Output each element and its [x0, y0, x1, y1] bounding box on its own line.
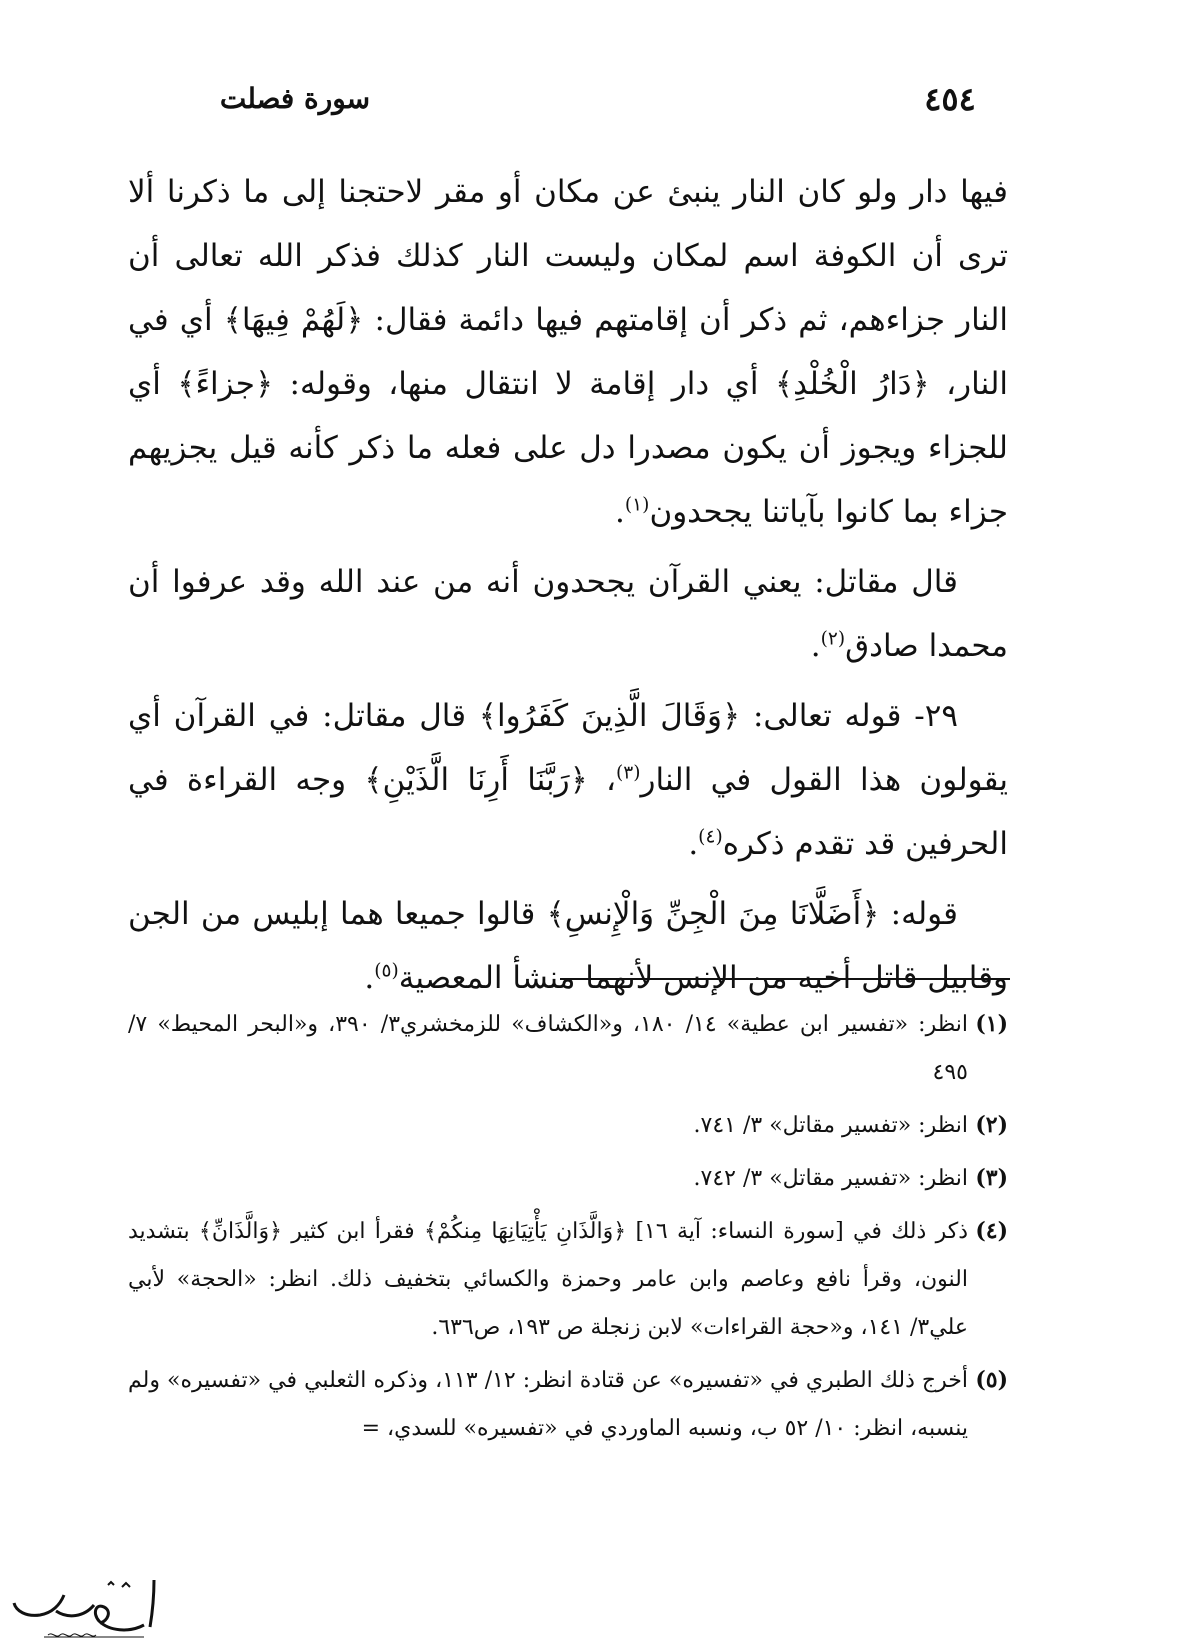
footnote-1	[128, 1000, 1008, 1097]
paragraph-1-end: .	[615, 494, 625, 530]
footnote-4	[128, 1207, 1008, 1352]
paragraph-3-text-b: ، ﴿رَبَّنَا أَرِنَا الَّذَيْنِ﴾ وجه القراءة في الحرفين قد تقدم ذكره	[128, 762, 1008, 862]
footnote-text: انظر: «تفسير مقاتل» ٣/ ٧٤٢.	[693, 1166, 968, 1191]
running-title: سورة فصلت	[219, 82, 371, 115]
paragraph-3-end: .	[688, 826, 699, 862]
footnote-ref-5: (٥)	[374, 960, 399, 982]
paragraph-2-text: قال مقاتل: يعني القرآن يجحدون أنه من عند الله وقد عرفوا أن محمدا صادق	[128, 564, 1008, 664]
footnote-number: (٣)	[975, 1165, 1008, 1191]
footnote-number: (٤)	[975, 1218, 1008, 1244]
paragraph-4	[128, 882, 1008, 1010]
paragraph-3	[128, 684, 1008, 876]
paragraph-4-end: .	[364, 960, 375, 996]
footnote-text: انظر: «تفسير مقاتل» ٣/ ٧٤١.	[693, 1113, 968, 1138]
footnote-number: (١)	[975, 1011, 1009, 1037]
page-number: ٤٥٤	[924, 80, 976, 118]
paragraph-1	[128, 160, 1008, 544]
footnote-2	[128, 1101, 1008, 1150]
footnote-text: أخرج ذلك الطبري في «تفسيره» عن قتادة انظر: ١٢/ ١١٣، وذكره الثعلبي في «تفسيره» ولم ينسبه، انظر: ١٠/ ٥٢ ب، ونسبه الماوردي في «تفسيره» للسدي، =	[128, 1368, 968, 1441]
footnote-5	[128, 1356, 1008, 1453]
paragraph-4-text: قوله: ﴿أَضَلَّانَا مِنَ الْجِنِّ وَالْإِنسِ﴾ قالوا جميعا هما إبليس من الجن وقابيل قاتل أخيه من الإنس لأنهما منشأ المعصية	[128, 896, 1008, 996]
footnote-divider	[560, 978, 1010, 980]
footnote-ref-1: (١)	[624, 494, 650, 516]
footnote-ref-2: (٢)	[820, 628, 846, 650]
main-text	[128, 160, 1008, 1016]
footnote-text: انظر: «تفسير ابن عطية» ١٤/ ١٨٠، و«الكشاف» للزمخشري٣/ ٣٩٠، و«البحر المحيط» ٧/ ٤٩٥	[128, 1012, 969, 1085]
paragraph-3-text-a: ٢٩- قوله تعالى: ﴿وَقَالَ الَّذِينَ كَفَرُوا﴾ قال مقاتل: في القرآن أي يقولون هذا القول في النار	[128, 698, 1008, 798]
footnotes	[128, 1000, 1008, 1457]
paragraph-2-end: .	[810, 628, 821, 664]
footnote-number: (٥)	[975, 1367, 1008, 1393]
footnote-text: ذكر ذلك في [سورة النساء: آية ١٦] ﴿وَالَّذَانِ يَأْتِيَانِهَا مِنكُمْ﴾ فقرأ ابن كثير ﴿وَالَّذَانِّ﴾ بتشديد النون، وقرأ نافع وعاصم وابن عامر وحمزة والكسائي بتخفيف ذلك. انظر: «الحجة» لأبي علي٣/ ١٤١، و«حجة القراءات» لابن زنجلة ص ١٩٣، ص٦٣٦.	[128, 1219, 968, 1340]
footnote-number: (٢)	[975, 1112, 1008, 1138]
footnote-ref-4: (٤)	[698, 826, 723, 848]
footnote-ref-3: (٣)	[616, 762, 641, 784]
footnote-3	[128, 1154, 1008, 1203]
paragraph-2	[128, 550, 1008, 678]
paragraph-1-text: فيها دار ولو كان النار ينبئ عن مكان أو مقر لاحتجنا إلى ما ذكرنا ألا ترى أن الكوفة اسم لمكان وليست النار كذلك فذكر الله تعالى أن النار جزاءهم، ثم ذكر أن إقامتهم فيها دائمة فقال: ﴿لَهُمْ فِيهَا﴾ أي في النار، ﴿دَارُ الْخُلْدِ﴾ أي دار إقامة لا انتقال منها، وقوله: ﴿جزاءً﴾ أي للجزاء ويجوز أن يكون مصدرا دل على فعله ما ذكر كأنه قيل يجزيهم جزاء بما كانوا بآياتنا يجحدون	[128, 174, 1008, 530]
calligraphy-logo	[4, 1565, 164, 1645]
